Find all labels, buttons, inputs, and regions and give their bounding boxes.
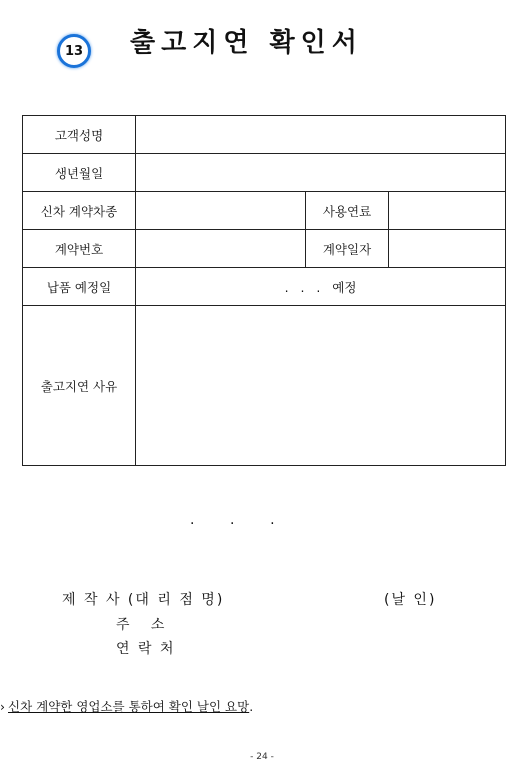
delivery-date-field[interactable]: . . . 예정 bbox=[136, 268, 506, 306]
birth-date-label: 생년월일 bbox=[23, 154, 136, 192]
table-row bbox=[23, 230, 506, 268]
page-title: 출고지연 확인서 bbox=[130, 28, 363, 58]
date-line: . . . bbox=[190, 512, 275, 528]
seal-label: (날 인) bbox=[384, 592, 437, 608]
car-model-label: 신차 계약차종 bbox=[23, 192, 136, 230]
contract-date-label: 계약일자 bbox=[306, 230, 389, 268]
address-label: 주 소 bbox=[116, 617, 167, 633]
table-row bbox=[23, 192, 506, 230]
contact-label: 연 락 처 bbox=[116, 641, 176, 657]
fuel-field[interactable] bbox=[389, 192, 506, 230]
customer-name-field[interactable] bbox=[136, 116, 506, 154]
table-row bbox=[23, 306, 506, 466]
form-number-badge: 13 bbox=[57, 34, 91, 68]
page-number: - 24 - bbox=[250, 752, 274, 762]
car-model-field[interactable] bbox=[136, 192, 306, 230]
delay-reason-field[interactable] bbox=[136, 306, 506, 466]
instruction-note bbox=[0, 697, 253, 715]
table-row bbox=[23, 154, 506, 192]
customer-name-label: 고객성명 bbox=[23, 116, 136, 154]
contract-date-field[interactable] bbox=[389, 230, 506, 268]
contract-number-field[interactable] bbox=[136, 230, 306, 268]
delay-confirmation-table bbox=[22, 115, 506, 466]
fuel-label: 사용연료 bbox=[306, 192, 389, 230]
delivery-date-label: 납품 예정일 bbox=[23, 268, 136, 306]
table-row bbox=[23, 268, 506, 306]
note-text: 신차 계약한 영업소를 통하여 확인 날인 요망 bbox=[8, 699, 250, 714]
note-period: . bbox=[249, 699, 254, 714]
maker-label: 제 작 사 (대 리 점 명) bbox=[62, 592, 225, 608]
table-row bbox=[23, 116, 506, 154]
delay-reason-label: 출고지연 사유 bbox=[23, 306, 136, 466]
note-bullet: › bbox=[0, 699, 5, 714]
birth-date-field[interactable] bbox=[136, 154, 506, 192]
contract-number-label: 계약번호 bbox=[23, 230, 136, 268]
